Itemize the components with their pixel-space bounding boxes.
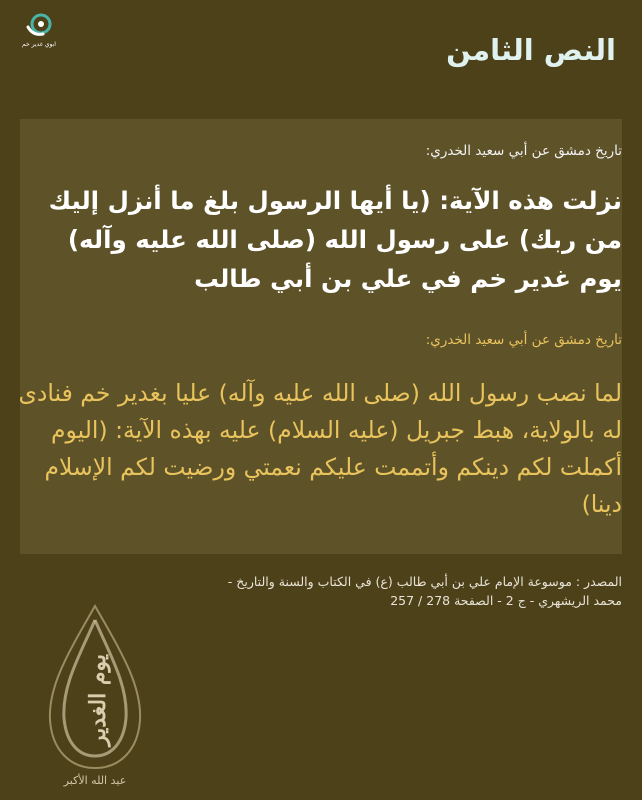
source-label-2: تاريخ دمشق عن أبي سعيد الخدري: [425, 332, 622, 348]
calligraphy-emblem [40, 600, 150, 790]
narration-1: نزلت هذه الآية: (يا أيها الرسول بلغ ما أنزل إليك من ربك) على رسول الله (صلى الله عليه وآله) يوم غدير خم في علي بن أبي طالب [48, 186, 622, 293]
reference-note: المصدر : موسوعة الإمام علي بن أبي طالب (ع) في الكتاب والسنة والتاريخ - محمد الريشهري - ج 2 - الصفحة 278 / 257 [227, 574, 622, 608]
logo [10, 10, 68, 56]
ghadir-logo-icon [24, 10, 54, 40]
source-label-1: تاريخ دمشق عن أبي سعيد الخدري: [425, 143, 622, 159]
calligraphy-signature: عيد الله الأكبر [63, 774, 127, 787]
calligraphy-main-text: يوم الغدير [85, 653, 111, 747]
narration-2: لما نصب رسول الله (صلى الله عليه وآله) عليا بغدير خم فنادى له بالولاية، هبط جبريل (عليه السلام) عليه بهذه الآية: (اليوم أكملت لكم دينكم وأتممت عليكم نعمتي ورضيت لكم الإسلام دينا) [18, 379, 622, 518]
logo-caption: ابوي غدير خم [22, 41, 56, 48]
page-title: النص الثامن [446, 33, 616, 67]
